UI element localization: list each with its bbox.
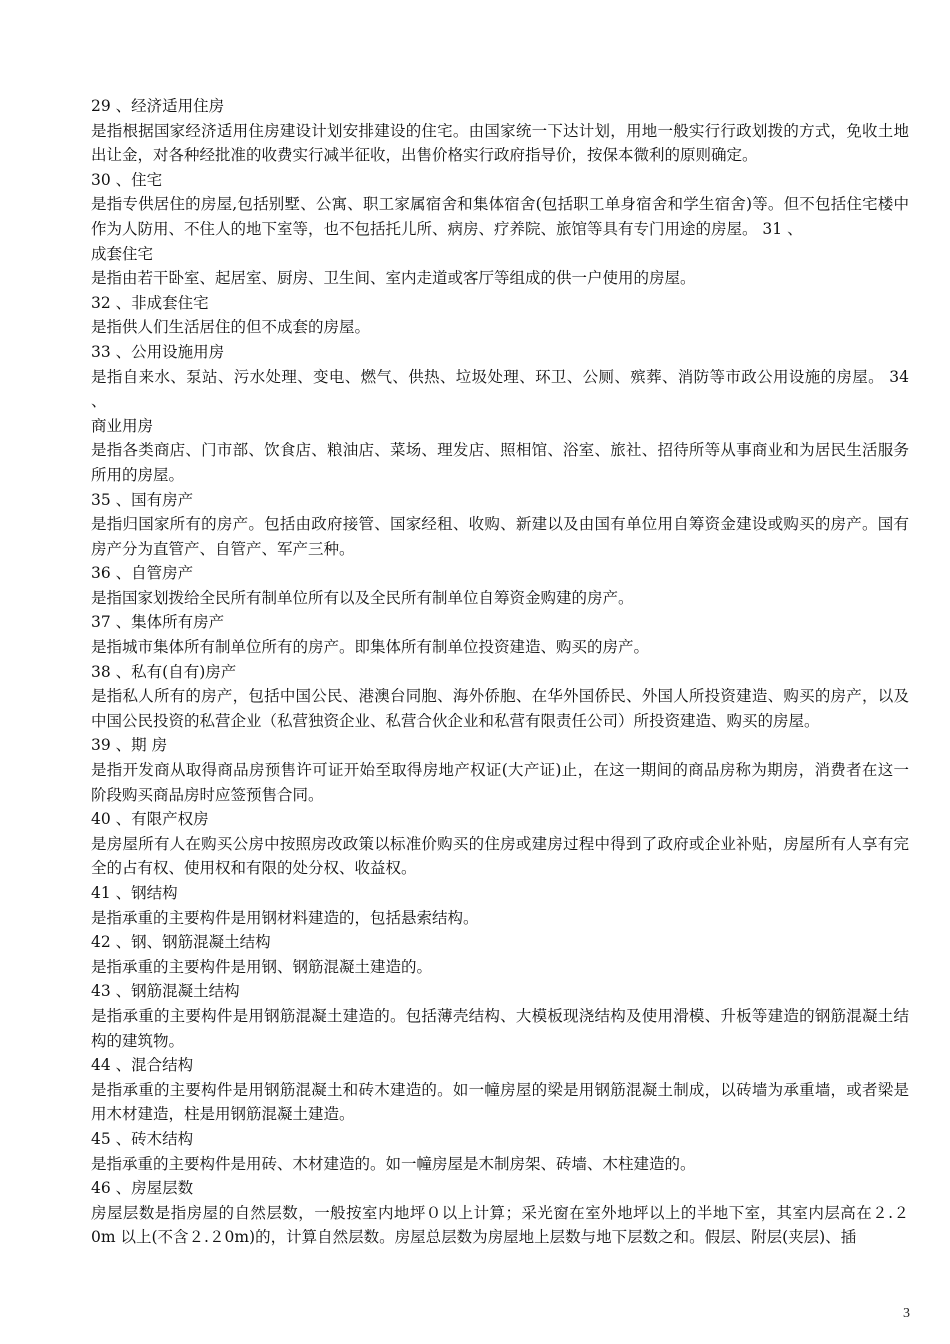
entry-term: 44 、混合结构 bbox=[91, 1056, 194, 1075]
entry-definition: 是指由若干卧室、起居室、厨房、卫生间、室内走道或客厅等组成的供一户使用的房屋。 bbox=[91, 269, 696, 288]
entry-term: 42 、钢、钢筋混凝土结构 bbox=[91, 933, 271, 952]
entry-term: 成套住宅 bbox=[91, 244, 154, 263]
entry-term: 36 、自管房产 bbox=[91, 564, 194, 583]
entry-term: 43 、钢筋混凝土结构 bbox=[91, 982, 240, 1001]
entry-definition: 是指国家划拨给全民所有制单位所有以及全民所有制单位自筹资金购建的房产。 bbox=[91, 588, 634, 607]
entry-definition: 是指开发商从取得商品房预售许可证开始至取得房地产权证(大产证)止，在这一期间的商品房称为期房，消费者在这一阶段购买商品房时应签预售合同。 bbox=[91, 761, 909, 804]
entry-term: 商业用房 bbox=[91, 416, 154, 435]
entry-definition: 是指承重的主要构件是用钢、钢筋混凝土建造的。 bbox=[91, 957, 433, 976]
document-body bbox=[91, 94, 909, 1250]
page-number: 3 bbox=[903, 1306, 910, 1321]
entry-term: 29 、经济适用住房 bbox=[91, 97, 225, 115]
entry-term: 40 、有限产权房 bbox=[91, 810, 209, 829]
entry-definition: 是指私人所有的房产，包括中国公民、港澳台同胞、海外侨胞、在华外国侨民、外国人所投资建造、购买的房产，以及中国公民投资的私营企业（私营独资企业、私营合伙企业和私营有限责任公司）所投资建造、购买的房屋。 bbox=[91, 687, 909, 730]
entry-definition: 是房屋所有人在购买公房中按照房改政策以标准价购买的住房或建房过程中得到了政府或企业补贴，房屋所有人享有完全的占有权、使用权和有限的处分权、收益权。 bbox=[91, 834, 909, 878]
entry-term: 35 、国有房产 bbox=[91, 490, 194, 509]
entry-definition: 是指各类商店、门市部、饮食店、粮油店、菜场、理发店、照相馆、浴室、旅社、招待所等从事商业和为居民生活服务所用的房屋。 bbox=[91, 441, 909, 484]
entry-definition: 房屋层数是指房屋的自然层数，一般按室内地坪０以上计算；采光窗在室外地坪以上的半地下室，其室内层高在２.２0m 以上(不含２.２0m)的，计算自然层数。房屋总层数为房屋地上层数与地下层数之和。假层、附层(夹层)、插 bbox=[91, 1203, 909, 1247]
entry-term: 30 、住宅 bbox=[91, 170, 163, 189]
entry-term: 45 、砖木结构 bbox=[91, 1129, 194, 1148]
entry-definition: 是指城市集体所有制单位所有的房产。即集体所有制单位投资建造、购买的房产。 bbox=[91, 638, 650, 657]
entry-definition: 是指根据国家经济适用住房建设计划安排建设的住宅。由国家统一下达计划，用地一般实行行政划拨的方式，免收土地出让金，对各种经批准的收费实行减半征收，出售价格实行政府指导价，按保本微利的原则确定。 bbox=[91, 121, 909, 165]
entry-definition: 是指承重的主要构件是用钢材料建造的，包括悬索结构。 bbox=[91, 908, 479, 927]
entry-definition: 是指承重的主要构件是用钢筋混凝土和砖木建造的。如一幢房屋的梁是用钢筋混凝土制成，以砖墙为承重墙，或者梁是用木材建造，柱是用钢筋混凝土建造。 bbox=[91, 1080, 909, 1124]
entry-definition: 是指供人们生活居住的但不成套的房屋。 bbox=[91, 318, 371, 337]
entry-term: 38 、私有(自有)房产 bbox=[91, 662, 237, 681]
entry-term: 32 、非成套住宅 bbox=[91, 293, 209, 312]
entry-term: 46 、房屋层数 bbox=[91, 1179, 194, 1198]
entry-definition: 是指承重的主要构件是用钢筋混凝土建造的。包括薄壳结构、大模板现浇结构及使用滑模、升板等建造的钢筋混凝土结构的建筑物。 bbox=[91, 1006, 909, 1050]
entry-term: 33 、公用设施用房 bbox=[91, 342, 225, 361]
entry-term: 41 、钢结构 bbox=[91, 884, 178, 902]
entry-definition: 是指承重的主要构件是用砖、木材建造的。如一幢房屋是木制房架、砖墙、木柱建造的。 bbox=[91, 1154, 696, 1173]
entry-definition: 是指归国家所有的房产。包括由政府接管、国家经租、收购、新建以及由国有单位用自筹资金建设或购买的房产。国有房产分为直管产、自管产、军产三种。 bbox=[91, 515, 909, 558]
entry-term: 39 、期 房 bbox=[91, 736, 168, 755]
entry-term: 37 、集体所有房产 bbox=[91, 613, 225, 632]
entry-definition: 是指自来水、泵站、污水处理、变电、燃气、供热、垃圾处理、环卫、公厕、殡葬、消防等市政公用设施的房屋。 34 、 bbox=[91, 367, 909, 411]
entry-definition: 是指专供居住的房屋,包括别墅、公寓、职工家属宿舍和集体宿舍(包括职工单身宿舍和学生宿舍)等。但不包括住宅楼中作为人防用、不住人的地下室等，也不包括托儿所、病房、疗养院、旅馆等具有专门用途的房屋。 31 、 bbox=[91, 195, 909, 238]
